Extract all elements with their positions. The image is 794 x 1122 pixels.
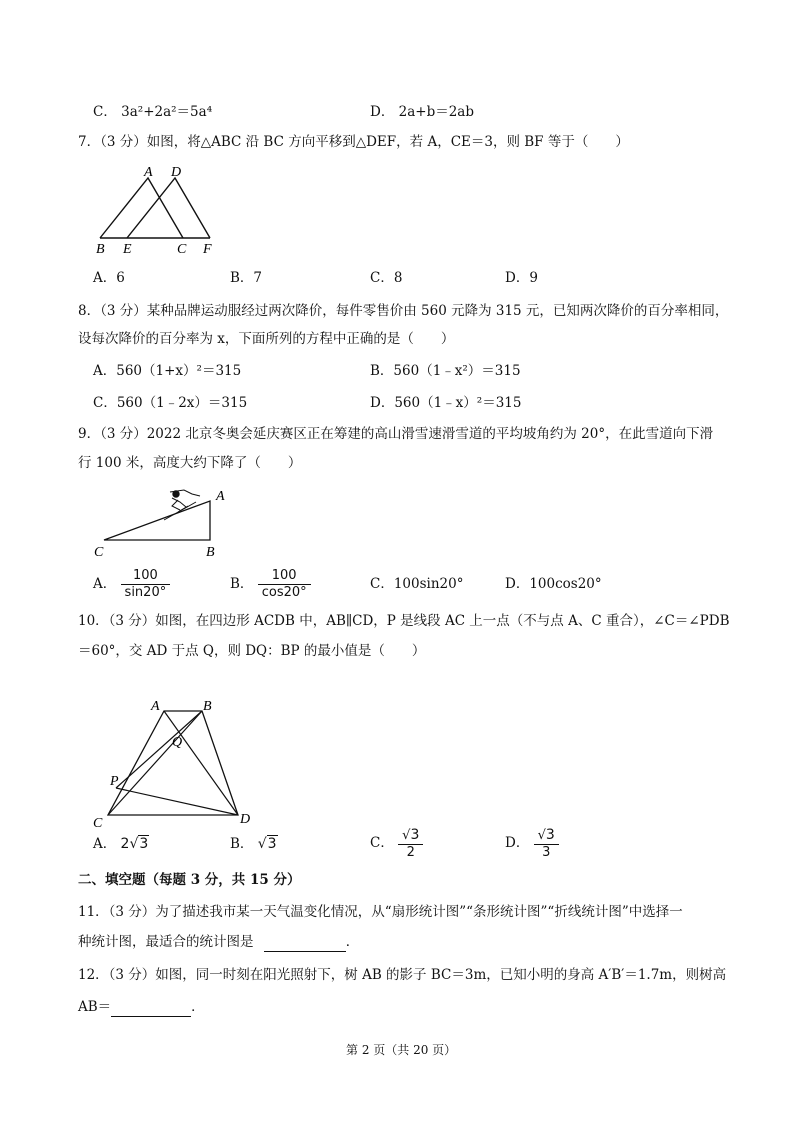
q11-stem-line2 [78,933,359,952]
q9-option-a-den: sin20° [124,585,167,600]
q7-stem: 7．（3 分）如图，将△ABC 沿 BC 方向平移到△DEF，若 A，CE＝3，则 BF 等于（ ） [78,134,629,150]
q8-option-a-text: 560（1+x）²＝315 [116,363,242,379]
q8-stem-line2: 设每次降价的百分率为 x，下面所列的方程中正确的是（ ） [78,331,455,347]
q8-option-d [370,394,521,412]
page-footer: 第 2 页（共 20 页） [346,1043,457,1057]
q9-option-c-letter: C． [370,576,394,592]
q9-option-d-text: 100cos20° [529,576,602,592]
q7-option-b-letter: B． [230,270,254,286]
q10-line-pd [116,788,238,815]
q8-stem-line1: 8．（3 分）某种品牌运动服经过两次降价，每件零售价由 560 元降为 315 元，已知两次降价的百分率相同， [78,303,729,319]
q6-option-c [93,103,212,121]
q10-option-a-letter: A． [93,836,117,852]
q10-label-c: C [93,816,103,828]
q6-option-d [370,103,474,121]
q7-label-b: B [96,242,105,257]
q10-option-d-num: √3 [534,827,559,845]
q12-stem-line2 [78,998,205,1017]
q11-answer-blank[interactable] [264,933,346,952]
q7-option-d-letter: D． [505,270,530,286]
q8-option-d-letter: D． [370,395,395,411]
q9-option-a-fraction [121,568,171,601]
q10-option-c [370,824,423,862]
q10-line-ad [164,711,238,815]
q10-label-a: A [151,699,160,714]
q8-option-b [370,362,521,380]
q7-label-c: C [177,242,187,257]
q10-option-b-sqrt: √3 [257,836,277,852]
q8-option-a [93,362,241,380]
q7-figure [90,160,230,260]
q6-option-c-text: 3a²+2a²＝5a⁴ [121,104,213,120]
q8-option-b-letter: B． [370,363,394,379]
q10-stem-line2: ＝60°，交 AD 于点 Q，则 DQ：BP 的最小值是（ ） [78,643,426,659]
q7-option-c-letter: C． [370,270,394,286]
q9-option-d [505,575,602,593]
q7-option-b [230,269,262,287]
q12-answer-blank[interactable] [111,998,191,1017]
q9-label-a: A [216,489,225,504]
q7-label-a: A [144,165,153,180]
q10-option-a-radicand: 3 [139,836,149,852]
q8-option-c [93,394,247,412]
q9-option-a-letter: A． [93,576,117,592]
q11-stem-end: ． [345,934,360,950]
q7-option-c-text: 8 [393,270,403,286]
q9-option-b-letter: B． [230,576,254,592]
q8-option-b-text: 560（1﹣x²）＝315 [393,363,521,379]
q7-label-f: F [203,242,212,257]
q10-label-p: P [110,774,119,789]
q9-option-c-text: 100sin20° [393,576,464,592]
q9-option-b-num: 100 [258,568,311,585]
q12-stem-end: ． [191,999,205,1015]
q7-label-e: E [123,242,132,257]
q9-stem-line2: 行 100 米，高度大约下降了（ ） [78,455,302,471]
q10-stem-line1: 10．（3 分）如图，在四边形 ACDB 中，AB∥CD，P 是线段 AC 上一点（不与点 A、C 重合），∠C＝∠PDB [78,613,730,629]
q10-option-c-radicand: 3 [410,826,420,843]
q7-option-a-text: 6 [116,270,125,286]
q9-option-b-den: cos20° [261,585,307,600]
q11-stem-line1: 11．（3 分）为了描述我市某一天气温变化情况，从“扇形统计图”“条形统计图”“折线统计图”中选择一 [78,904,683,920]
q7-option-d [505,269,538,287]
q10-option-d-letter: D． [505,835,530,851]
q10-option-c-letter: C． [370,835,394,851]
q6-option-c-letter: C． [93,104,117,120]
q6-option-d-text: 2a+b＝2ab [398,104,474,120]
q8-option-a-letter: A． [93,363,117,379]
q7-option-d-text: 9 [529,270,538,286]
q7-label-d: D [171,165,182,180]
q9-option-d-letter: D． [505,576,530,592]
q7-option-a-letter: A． [93,270,117,286]
q9-option-a-num: 100 [121,568,171,585]
q10-option-a [93,835,149,853]
q12-stem-text: AB＝ [78,999,112,1015]
q9-slope-triangle [104,501,210,540]
q10-option-d-radicand: 3 [545,826,555,843]
q7-option-c [370,269,402,287]
q8-option-d-text: 560（1﹣x）²＝315 [394,395,522,411]
q12-stem-line1: 12．（3 分）如图，同一时刻在阳光照射下，树 AB 的影子 BC＝3m，已知小明的身高 A′B′＝1.7m，则树高 [78,967,727,983]
q10-option-c-fraction [398,827,423,861]
q10-label-d: D [240,812,251,827]
q9-figure [88,480,248,560]
q7-triangle-abc [100,178,183,238]
q9-option-a [93,567,170,601]
q10-option-d-fraction [534,827,559,861]
q10-option-a-coef: 2 [120,836,130,852]
q10-label-b: B [203,699,212,714]
q10-option-a-sqrt: 2√3 [120,836,149,852]
q9-option-b [230,567,311,601]
q9-label-c: C [94,545,104,560]
q11-stem-text: 种统计图，最适合的统计图是 [78,934,254,950]
q10-label-q: Q [172,735,183,750]
q9-stem-line1: 9．（3 分）2022 北京冬奥会延庆赛区正在筹建的高山滑雪速滑雪道的平均坡角约为 20°，在此雪道向下滑 [78,426,714,442]
q10-option-d [505,824,559,862]
q10-option-c-num: √3 [398,827,423,845]
q9-option-c [370,575,463,593]
q10-option-d-den: 3 [542,844,551,860]
q10-option-b [230,835,278,853]
q8-option-c-text: 560（1﹣2x）＝315 [116,395,248,411]
q10-quadrilateral [108,711,238,815]
q7-triangle-def [127,178,210,238]
q10-option-b-radicand: 3 [267,836,277,852]
section-title: 二、填空题（每题 3 分，共 15 分） [78,872,301,888]
q8-option-c-letter: C． [93,395,117,411]
q7-option-b-text: 7 [253,270,263,286]
q7-option-a [93,269,125,287]
q6-option-d-letter: D． [370,104,395,120]
q10-option-b-letter: B． [230,836,254,852]
q10-figure [88,693,263,828]
q10-option-c-den: 2 [406,844,415,860]
q10-line-pb [116,711,202,788]
q9-option-b-fraction [258,568,311,601]
q9-label-b: B [206,545,215,560]
